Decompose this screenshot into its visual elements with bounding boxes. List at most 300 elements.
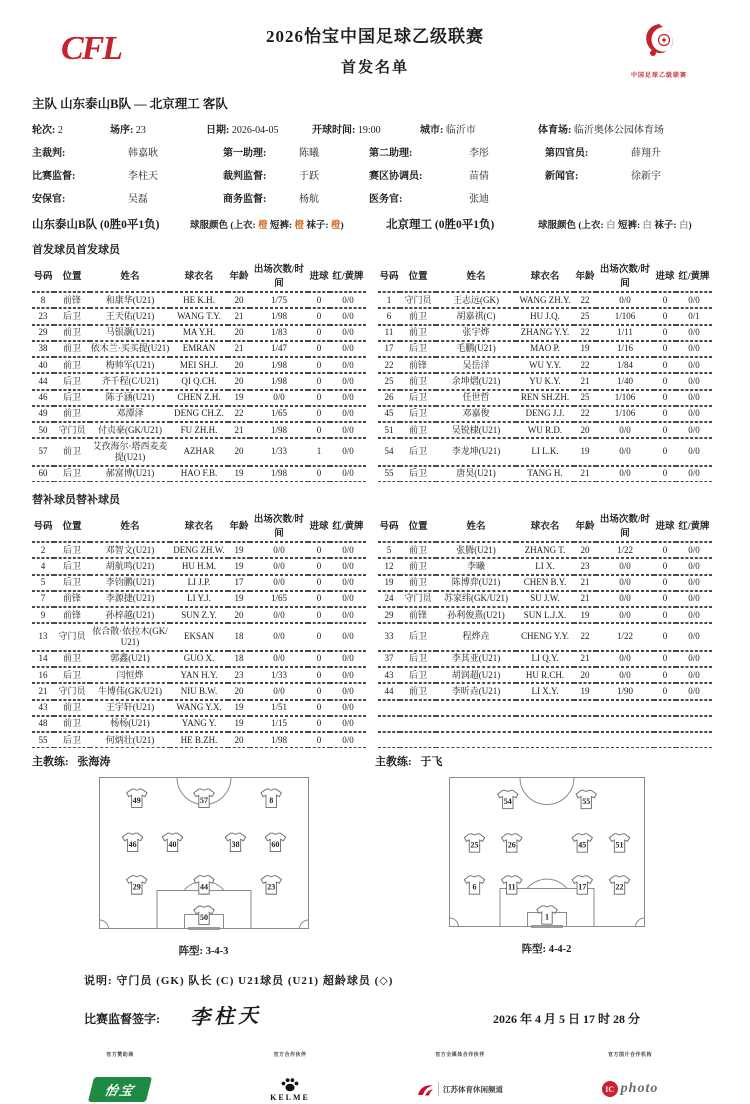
cell-pos: 后卫 bbox=[400, 390, 436, 406]
cell-jersey: HU J.Q. bbox=[516, 308, 574, 324]
cell-apps: 1/15 bbox=[250, 716, 308, 732]
cell-name bbox=[436, 716, 516, 732]
cell-cards: 0/0 bbox=[330, 607, 366, 623]
col-header: 红/黄牌 bbox=[330, 510, 366, 542]
player-row bbox=[32, 390, 712, 406]
cell-jersey: CHENG Y.Y. bbox=[516, 623, 574, 651]
cell-jersey: HAO F.B. bbox=[170, 466, 228, 482]
player-row bbox=[32, 591, 712, 607]
col-header: 年龄 bbox=[228, 260, 250, 292]
col-header: 红/黄牌 bbox=[676, 510, 712, 542]
cell-apps: 0/0 bbox=[596, 651, 654, 667]
official-name: 吴磊 bbox=[128, 194, 148, 205]
cell-goals: 0 bbox=[654, 466, 676, 482]
cell-cards: 0/0 bbox=[676, 683, 712, 699]
cell-jersey: YU K.Y. bbox=[516, 373, 574, 389]
sponsor-label: 官方全媒体合作伙伴 bbox=[435, 1053, 485, 1059]
kelme-logo-text: KELME bbox=[270, 1092, 310, 1102]
pitch-jersey bbox=[464, 876, 484, 894]
cell-jersey: EKSAN bbox=[170, 623, 228, 651]
col-header: 出场次数/时间 bbox=[250, 510, 308, 542]
cell-apps: 0/0 bbox=[596, 292, 654, 308]
svg-text:11: 11 bbox=[507, 882, 516, 892]
svg-text:55: 55 bbox=[581, 797, 590, 807]
svg-text:22: 22 bbox=[615, 882, 624, 892]
cell-age: 20 bbox=[228, 438, 250, 466]
cell-cards: 0/0 bbox=[330, 575, 366, 591]
home-coach-name: 张海涛 bbox=[77, 756, 111, 769]
player-row bbox=[32, 700, 712, 716]
cell-cards: 0/0 bbox=[330, 700, 366, 716]
col-header: 位置 bbox=[54, 260, 90, 292]
svg-text:8: 8 bbox=[268, 796, 273, 806]
cell-age: 20 bbox=[574, 422, 596, 438]
official-role-label: 新闻官: bbox=[545, 171, 579, 182]
svg-text:57: 57 bbox=[199, 796, 208, 806]
sponsor-kelme bbox=[234, 1051, 346, 1104]
cell-name: 付贞豪(GK/U21) bbox=[90, 422, 170, 438]
cell-num: 9 bbox=[32, 607, 54, 623]
cell-goals: 0 bbox=[654, 357, 676, 373]
cell-goals: 0 bbox=[308, 390, 330, 406]
info-value: 临沂市 bbox=[445, 125, 476, 136]
player-row bbox=[32, 623, 712, 651]
col-header: 出场次数/时间 bbox=[596, 260, 654, 292]
cell-name: 吴锐棣(U21) bbox=[436, 422, 516, 438]
info-label: 轮次: bbox=[32, 125, 56, 136]
starters-table bbox=[32, 260, 712, 482]
sponsor-label: 官方赞助商 bbox=[106, 1053, 134, 1059]
cell-goals: 0 bbox=[308, 466, 330, 482]
svg-text:26: 26 bbox=[507, 840, 516, 850]
svg-text:49: 49 bbox=[132, 796, 141, 806]
signature-datetime: 2026 年 4 月 5 日 17 时 28 分 bbox=[492, 1012, 640, 1027]
cell-age: 20 bbox=[228, 292, 250, 308]
cell-apps: 0/0 bbox=[596, 422, 654, 438]
cell-name: 李曦 bbox=[436, 558, 516, 574]
cell-goals: 0 bbox=[654, 558, 676, 574]
cell-name: 闫恒烨 bbox=[90, 667, 170, 683]
cell-name: 胡嘉祺(C) bbox=[436, 308, 516, 324]
cell-name: 王宇轩(U21) bbox=[90, 700, 170, 716]
coach-row bbox=[32, 753, 718, 769]
officials-row bbox=[32, 144, 718, 159]
cell-num: 46 bbox=[32, 390, 54, 406]
cell-apps bbox=[596, 716, 654, 732]
pitch-jersey bbox=[122, 833, 142, 851]
cell-apps bbox=[596, 700, 654, 716]
cell-jersey: REN SH.ZH. bbox=[516, 390, 574, 406]
cell-jersey: HE K.H. bbox=[170, 292, 228, 308]
player-row bbox=[32, 732, 712, 748]
cell-apps: 1/33 bbox=[250, 667, 308, 683]
cell-goals: 1 bbox=[308, 438, 330, 466]
cell-jersey: LI J.P. bbox=[170, 575, 228, 591]
cell-num: 33 bbox=[378, 623, 400, 651]
cell-apps: 0/0 bbox=[596, 575, 654, 591]
cell-jersey: HU H.M. bbox=[170, 558, 228, 574]
cell-apps: 0/0 bbox=[250, 390, 308, 406]
cell-jersey: WANG T.Y. bbox=[170, 308, 228, 324]
cell-age: 19 bbox=[574, 438, 596, 466]
cell-name: 吴岳洋 bbox=[436, 357, 516, 373]
cell-cards: 0/0 bbox=[676, 406, 712, 422]
cell-cards bbox=[676, 700, 712, 716]
cell-goals: 0 bbox=[654, 390, 676, 406]
cell-cards: 0/0 bbox=[330, 373, 366, 389]
cell-num bbox=[378, 732, 400, 748]
cell-num: 19 bbox=[378, 575, 400, 591]
cell-name: 牛博伟(GK/U21) bbox=[90, 683, 170, 699]
cell-apps: 0/0 bbox=[596, 667, 654, 683]
cell-num: 60 bbox=[32, 466, 54, 482]
cell-goals: 0 bbox=[654, 651, 676, 667]
cell-age: 19 bbox=[228, 716, 250, 732]
cell-cards: 0/0 bbox=[330, 466, 366, 482]
cell-age: 19 bbox=[228, 390, 250, 406]
pitch-diagrams bbox=[32, 777, 718, 958]
col-header: 球衣名 bbox=[516, 260, 574, 292]
cell-num: 11 bbox=[378, 325, 400, 341]
pitch-jersey bbox=[464, 834, 484, 852]
cell-num: 57 bbox=[32, 438, 54, 466]
col-header: 姓名 bbox=[90, 260, 170, 292]
info-item bbox=[110, 121, 206, 136]
cell-num: 5 bbox=[378, 542, 400, 558]
cell-goals: 0 bbox=[308, 308, 330, 324]
cell-name: 郭鑫(U21) bbox=[90, 651, 170, 667]
cell-name: 依木兰·买买提(U21) bbox=[90, 341, 170, 357]
col-header: 进球 bbox=[654, 510, 676, 542]
cell-pos: 守门员 bbox=[400, 292, 436, 308]
player-row bbox=[32, 438, 712, 466]
cell-cards: 0/0 bbox=[330, 542, 366, 558]
cell-age: 23 bbox=[228, 667, 250, 683]
cell-name: 陈博弈(U21) bbox=[436, 575, 516, 591]
cell-jersey: LI X. bbox=[516, 558, 574, 574]
cell-apps: 1/40 bbox=[596, 373, 654, 389]
col-header: 位置 bbox=[400, 260, 436, 292]
cell-apps: 1/106 bbox=[596, 390, 654, 406]
cell-num: 48 bbox=[32, 716, 54, 732]
cell-apps: 1/65 bbox=[250, 591, 308, 607]
cell-goals: 0 bbox=[654, 292, 676, 308]
cell-cards: 0/0 bbox=[330, 623, 366, 651]
cell-apps: 0/0 bbox=[250, 575, 308, 591]
away-coach bbox=[375, 753, 718, 769]
yibao-logo: 怡宝 bbox=[88, 1077, 152, 1102]
away-formation bbox=[522, 941, 572, 956]
cell-age: 23 bbox=[574, 558, 596, 574]
player-row bbox=[32, 325, 712, 341]
cell-cards: 0/0 bbox=[330, 341, 366, 357]
cell-cards: 0/0 bbox=[330, 357, 366, 373]
cell-age: 17 bbox=[228, 575, 250, 591]
cfl-logo bbox=[32, 32, 150, 66]
cell-cards: 0/0 bbox=[676, 651, 712, 667]
cell-name: 胡航鸣(U21) bbox=[90, 558, 170, 574]
cell-goals: 0 bbox=[308, 651, 330, 667]
cell-name: 程烨垚 bbox=[436, 623, 516, 651]
cell-cards: 0/0 bbox=[330, 438, 366, 466]
info-label: 开球时间: bbox=[312, 125, 356, 136]
officials-block bbox=[32, 144, 718, 205]
col-header: 位置 bbox=[54, 510, 90, 542]
cell-jersey: WU Y.Y. bbox=[516, 357, 574, 373]
cell-jersey: SUN Z.Y. bbox=[170, 607, 228, 623]
legend-line: 说明: 守门员 (GK) 队长 (C) U21球员 (U21) 超龄球员 (◇) bbox=[84, 975, 394, 988]
cell-goals: 0 bbox=[654, 683, 676, 699]
away-coach-name: 于飞 bbox=[420, 756, 443, 769]
cell-name bbox=[436, 700, 516, 716]
cell-jersey: MAO P. bbox=[516, 341, 574, 357]
cell-goals: 0 bbox=[308, 591, 330, 607]
cell-goals: 0 bbox=[654, 373, 676, 389]
info-item bbox=[312, 121, 420, 136]
cell-age: 18 bbox=[228, 651, 250, 667]
cell-num: 51 bbox=[378, 422, 400, 438]
formation-label: 阵型: bbox=[521, 944, 547, 956]
cell-apps: 0/0 bbox=[250, 607, 308, 623]
cell-age: 25 bbox=[574, 308, 596, 324]
away-team-record: 北京理工 (0胜0平1负) bbox=[386, 219, 495, 231]
cell-jersey: WANG Y.X. bbox=[170, 700, 228, 716]
cell-jersey: LI L.K. bbox=[516, 438, 574, 466]
cell-num: 55 bbox=[378, 466, 400, 482]
away-kit-colors bbox=[538, 217, 718, 231]
pitch-jersey bbox=[572, 834, 592, 852]
cell-pos: 前卫 bbox=[400, 683, 436, 699]
col-header: 出场次数/时间 bbox=[596, 510, 654, 542]
jstv-swoosh-icon bbox=[417, 1082, 434, 1097]
cell-apps: 1/106 bbox=[596, 406, 654, 422]
cell-goals: 0 bbox=[654, 422, 676, 438]
cell-age: 22 bbox=[574, 292, 596, 308]
cell-apps: 1/51 bbox=[250, 700, 308, 716]
league-emblem-caption: 中国足球乙级联赛 bbox=[630, 72, 687, 79]
pitch-jersey bbox=[126, 789, 146, 807]
cell-apps: 0/0 bbox=[250, 623, 308, 651]
cell-num: 16 bbox=[32, 667, 54, 683]
cell-apps: 1/90 bbox=[596, 683, 654, 699]
svg-text:54: 54 bbox=[503, 797, 512, 807]
cell-apps: 1/84 bbox=[596, 357, 654, 373]
cell-pos: 守门员 bbox=[54, 683, 90, 699]
cell-apps: 0/0 bbox=[596, 466, 654, 482]
home-kit-colors bbox=[190, 217, 386, 231]
cell-num: 14 bbox=[32, 651, 54, 667]
jstv-logo-text: 江苏体育休闲频道 bbox=[443, 1084, 503, 1094]
cell-pos: 后卫 bbox=[54, 373, 90, 389]
cell-cards: 0/0 bbox=[676, 542, 712, 558]
cell-cards: 0/0 bbox=[676, 341, 712, 357]
title-block bbox=[150, 22, 600, 77]
cell-age: 21 bbox=[574, 373, 596, 389]
cell-apps: 0/0 bbox=[596, 591, 654, 607]
match-info-row bbox=[32, 121, 718, 136]
cell-name bbox=[436, 732, 516, 748]
info-label: 日期: bbox=[206, 125, 230, 136]
ic-circle-icon: IC bbox=[602, 1081, 618, 1097]
cell-jersey bbox=[516, 716, 574, 732]
cell-apps: 1/22 bbox=[596, 542, 654, 558]
cell-pos: 后卫 bbox=[400, 438, 436, 466]
info-value: 2026-04-05 bbox=[231, 125, 279, 136]
player-row bbox=[32, 357, 712, 373]
cell-age bbox=[574, 732, 596, 748]
cell-num: 13 bbox=[32, 623, 54, 651]
cell-num: 1 bbox=[378, 292, 400, 308]
cell-pos: 前卫 bbox=[54, 325, 90, 341]
cell-cards: 0/0 bbox=[676, 438, 712, 466]
cell-pos: 前卫 bbox=[54, 357, 90, 373]
cell-goals: 0 bbox=[308, 667, 330, 683]
cell-name: 张腾(U21) bbox=[436, 542, 516, 558]
jstv-logo bbox=[417, 1082, 503, 1097]
cell-num: 37 bbox=[378, 651, 400, 667]
player-row bbox=[32, 716, 712, 732]
sponsor-row bbox=[32, 1051, 718, 1104]
official-name: 杨航 bbox=[299, 194, 319, 205]
starters-heading: 首发球员首发球员 bbox=[32, 244, 120, 256]
roster-header-row bbox=[32, 510, 712, 542]
cell-goals: 0 bbox=[308, 558, 330, 574]
cell-cards: 0/0 bbox=[676, 575, 712, 591]
cell-cards: 0/0 bbox=[330, 558, 366, 574]
cell-jersey: ZHANG Y.Y. bbox=[516, 325, 574, 341]
cell-goals: 0 bbox=[308, 422, 330, 438]
cell-num: 40 bbox=[32, 357, 54, 373]
cell-pos: 守门员 bbox=[54, 623, 90, 651]
cell-num: 12 bbox=[378, 558, 400, 574]
col-header: 进球 bbox=[308, 260, 330, 292]
cell-jersey: LI Q.Y. bbox=[516, 651, 574, 667]
cell-pos: 前卫 bbox=[54, 651, 90, 667]
player-row bbox=[32, 422, 712, 438]
info-label: 场序: bbox=[110, 125, 134, 136]
cell-goals: 0 bbox=[308, 292, 330, 308]
home-shorts-color: 橙 bbox=[294, 221, 305, 231]
away-socks-color: 白 bbox=[678, 221, 689, 231]
kit-socks-label: 袜子: bbox=[306, 221, 329, 231]
col-header: 年龄 bbox=[574, 510, 596, 542]
cell-name: 李钧鹏(U21) bbox=[90, 575, 170, 591]
home-pitch-col bbox=[32, 777, 375, 958]
cell-num: 43 bbox=[32, 700, 54, 716]
cell-num: 38 bbox=[32, 341, 54, 357]
page-title: 2026怡宝中国足球乙级联赛 bbox=[266, 26, 484, 46]
cell-num: 8 bbox=[32, 292, 54, 308]
cell-apps: 1/98 bbox=[250, 466, 308, 482]
cell-goals: 0 bbox=[654, 341, 676, 357]
cell-pos: 前卫 bbox=[54, 438, 90, 466]
icphoto-logo bbox=[602, 1081, 659, 1097]
svg-text:50: 50 bbox=[199, 913, 208, 923]
subs-table bbox=[32, 510, 712, 748]
cell-num: 4 bbox=[32, 558, 54, 574]
cell-name: 李昕垚(U21) bbox=[436, 683, 516, 699]
cell-goals: 0 bbox=[654, 591, 676, 607]
away-formation-value: 4-4-2 bbox=[548, 944, 572, 956]
player-row bbox=[32, 651, 712, 667]
roster-header-row bbox=[32, 260, 712, 292]
col-header: 年龄 bbox=[574, 260, 596, 292]
cell-jersey: MEI SH.J. bbox=[170, 357, 228, 373]
official-name: 张迪 bbox=[469, 194, 489, 205]
cell-cards: 0/0 bbox=[330, 325, 366, 341]
player-row bbox=[32, 292, 712, 308]
page-header bbox=[32, 12, 718, 86]
svg-text:17: 17 bbox=[577, 882, 586, 892]
cell-age: 20 bbox=[228, 325, 250, 341]
col-header: 红/黄牌 bbox=[676, 260, 712, 292]
cell-age: 20 bbox=[228, 607, 250, 623]
cell-age: 22 bbox=[574, 357, 596, 373]
col-header: 姓名 bbox=[90, 510, 170, 542]
cell-num: 5 bbox=[32, 575, 54, 591]
cell-jersey bbox=[516, 700, 574, 716]
cell-age: 22 bbox=[228, 406, 250, 422]
col-header: 进球 bbox=[308, 510, 330, 542]
cell-jersey: TANG H. bbox=[516, 466, 574, 482]
away-pitch-diagram bbox=[449, 777, 645, 932]
cell-pos: 后卫 bbox=[400, 667, 436, 683]
cell-pos: 前卫 bbox=[400, 575, 436, 591]
cell-pos: 守门员 bbox=[400, 591, 436, 607]
home-formation bbox=[179, 943, 229, 958]
svg-text:40: 40 bbox=[168, 840, 176, 850]
subs-heading: 替补球员替补球员 bbox=[32, 494, 120, 506]
cell-pos: 前卫 bbox=[54, 700, 90, 716]
kit-row bbox=[32, 216, 718, 232]
cell-age: 19 bbox=[574, 607, 596, 623]
pitch-jersey bbox=[609, 876, 629, 894]
coach-label: 主教练: bbox=[32, 756, 69, 769]
cell-pos: 前卫 bbox=[54, 406, 90, 422]
cell-apps: 1/16 bbox=[596, 341, 654, 357]
kit-shirt-label: 球服颜色 (上衣: bbox=[538, 221, 604, 231]
cell-jersey: CHEN Z.H. bbox=[170, 390, 228, 406]
cell-goals: 0 bbox=[308, 357, 330, 373]
cell-apps: 1/75 bbox=[250, 292, 308, 308]
cell-cards: 0/0 bbox=[676, 373, 712, 389]
official-name: 李柱天 bbox=[128, 171, 158, 182]
kit-close: ) bbox=[340, 221, 344, 231]
cell-goals: 0 bbox=[654, 607, 676, 623]
home-pitch-diagram bbox=[99, 777, 309, 934]
jstv-divider bbox=[438, 1082, 439, 1096]
cell-age: 21 bbox=[228, 308, 250, 324]
official-role-label: 第四官员: bbox=[545, 148, 589, 159]
pitch-jersey bbox=[497, 791, 517, 809]
cell-apps: 0/0 bbox=[250, 542, 308, 558]
svg-text:25: 25 bbox=[469, 840, 478, 850]
page-subtitle: 首发名单 bbox=[340, 59, 409, 76]
cell-pos: 后卫 bbox=[54, 542, 90, 558]
info-item bbox=[206, 121, 312, 136]
cell-goals: 0 bbox=[308, 542, 330, 558]
svg-text:44: 44 bbox=[199, 882, 208, 892]
cell-age: 19 bbox=[228, 700, 250, 716]
pitch-jersey bbox=[193, 789, 213, 807]
cell-apps: 1/11 bbox=[596, 325, 654, 341]
cell-name: 郝富博(U21) bbox=[90, 466, 170, 482]
cell-apps: 1/106 bbox=[596, 308, 654, 324]
cell-age: 19 bbox=[228, 466, 250, 482]
cell-pos bbox=[400, 732, 436, 748]
cell-cards: 0/0 bbox=[676, 390, 712, 406]
cell-pos: 前锋 bbox=[54, 607, 90, 623]
